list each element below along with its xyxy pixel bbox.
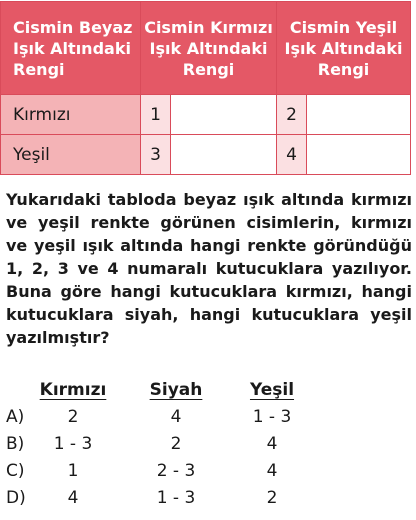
option-b[interactable] [0, 434, 416, 461]
header-green-light-text: Cismin Yeşil Işık Altındaki Rengi [284, 17, 403, 79]
box-number-3: 3 [141, 135, 171, 175]
option-green-value: 1 - 3 [252, 407, 292, 427]
option-d[interactable] [0, 488, 416, 515]
option-red-value: 4 [67, 488, 79, 508]
option-letter: A) [6, 407, 25, 427]
header-red-light [141, 2, 277, 95]
header-white-light-text: Cismin Beyaz Işık Altındaki Rengi [13, 17, 133, 79]
option-green-value: 2 [266, 488, 278, 508]
question-text: Yukarıdaki tabloda beyaz ışık altında kırmızı ve yeşil renkte görünen cisimlerin, kırmızı ve yeşil ışık altında hangi renkte göründüğü 1, 2, 3 ve 4 numaralı kutucuklara yazılıyor. Buna göre hangi kutucuklara kırmızı, hangi kutucuklara siyah, hangi kutucuklara yeşil yazılmıştır? [6, 190, 412, 347]
box-number-4: 4 [277, 135, 307, 175]
box-number-1: 1 [141, 95, 171, 135]
option-red-value: 1 [67, 461, 79, 481]
row-label-red: Kırmızı [1, 95, 141, 135]
option-black-value: 2 [170, 434, 182, 454]
table-header-row [1, 2, 411, 95]
answer-box-1 [171, 95, 277, 135]
table-row [1, 95, 411, 135]
answer-box-3 [171, 135, 277, 175]
header-green-light [277, 2, 411, 95]
options-header-black: Siyah [149, 380, 203, 400]
option-a[interactable] [0, 407, 416, 434]
options-header [0, 380, 416, 407]
option-letter: D) [6, 488, 26, 508]
header-red-light-text: Cismin Kırmızı Işık Altındaki Rengi [144, 17, 273, 79]
options-header-green: Yeşil [249, 380, 295, 400]
option-black-value: 1 - 3 [156, 488, 196, 508]
table-row [1, 135, 411, 175]
option-letter: B) [6, 434, 25, 454]
option-black-value: 4 [170, 407, 182, 427]
option-green-value: 4 [266, 461, 278, 481]
options-header-red: Kırmızı [39, 380, 107, 400]
option-c[interactable] [0, 461, 416, 488]
option-green-value: 4 [266, 434, 278, 454]
box-number-2: 2 [277, 95, 307, 135]
header-white-light [1, 2, 141, 95]
color-table [0, 1, 411, 175]
answer-box-4 [307, 135, 411, 175]
answer-options [0, 380, 416, 515]
answer-box-2 [307, 95, 411, 135]
option-black-value: 2 - 3 [156, 461, 196, 481]
option-red-value: 2 [67, 407, 79, 427]
option-letter: C) [6, 461, 25, 481]
option-red-value: 1 - 3 [53, 434, 93, 454]
row-label-green: Yeşil [1, 135, 141, 175]
